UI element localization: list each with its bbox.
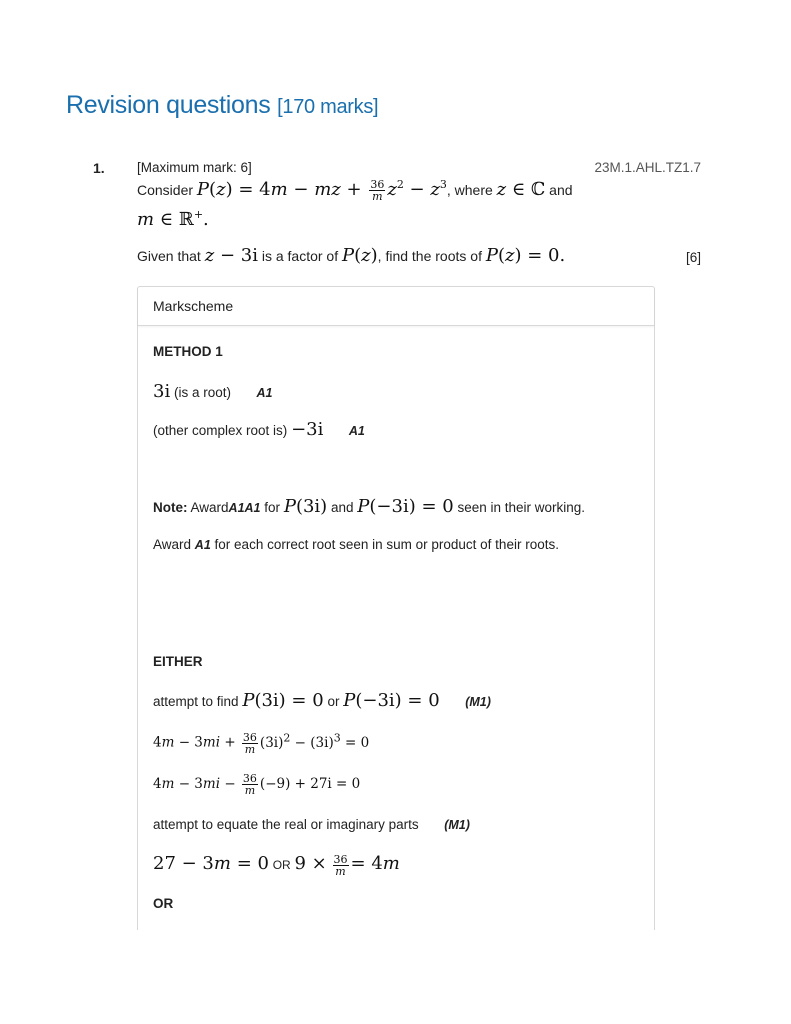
note-line: Note: AwardA1A1 for P(3i) and P(−3i) = 0 seen in their working. bbox=[153, 496, 586, 517]
markscheme-line-2: (other complex root is) −3i A1 bbox=[153, 419, 365, 440]
polynomial-formula: P(z) = 4m − mz + $\frac{36}{m}$ $z^2 - z^3$ bbox=[196, 177, 447, 203]
attempt-equate-line: attempt to equate the real or imaginary parts (M1) bbox=[153, 817, 470, 832]
or-heading: OR bbox=[153, 896, 174, 911]
max-mark: [Maximum mark: 6] bbox=[137, 160, 252, 175]
title-marks: [170 marks] bbox=[277, 96, 379, 118]
award-mark: (M1) bbox=[465, 695, 491, 709]
question-statement: Consider P(z) = 4m − mz + $\frac{36}{m}$ $z^2 - z^3$, where z ∈ ℂ and bbox=[137, 177, 573, 203]
page-title: Revision questions [170 marks] bbox=[66, 91, 379, 119]
equation-line-2: 4m − 3mi − $\frac{36}{m}$ (−9) + 27i = 0 bbox=[153, 772, 361, 797]
note-line-2: Award A1 for each correct root seen in sum or product of their roots. bbox=[153, 537, 559, 552]
markscheme-header: Markscheme bbox=[138, 287, 654, 326]
award-mark: A1 bbox=[256, 386, 273, 400]
equation-line-1: 4m − 3mi + $\frac{36}{m}$ $(3i)^2 - (3i)^3 = 0$ bbox=[153, 730, 370, 756]
question-statement-cont: m ∈ ℝ+. bbox=[137, 208, 209, 230]
equation-line-3: 27 − 3m = 0 OR 9 × $\frac{36}{m}$ = 4m bbox=[153, 852, 400, 878]
question-task: Given that z − 3i is a factor of P(z), find the roots of P(z) = 0. bbox=[137, 245, 566, 266]
markscheme-line-1: 3i (is a root) A1 bbox=[153, 381, 273, 402]
question-marks: [6] bbox=[685, 250, 701, 265]
attempt-find-line: attempt to find P(3i) = 0 or P(−3i) = 0 (M1) bbox=[153, 690, 491, 711]
either-heading: EITHER bbox=[153, 654, 203, 669]
award-mark: (M1) bbox=[444, 818, 470, 832]
award-mark: A1 bbox=[348, 424, 365, 438]
question-code: 23M.1.AHL.TZ1.7 bbox=[594, 160, 701, 175]
page-bottom-margin bbox=[0, 930, 791, 1024]
method-heading: METHOD 1 bbox=[153, 344, 223, 359]
question-number: 1. bbox=[93, 160, 105, 176]
